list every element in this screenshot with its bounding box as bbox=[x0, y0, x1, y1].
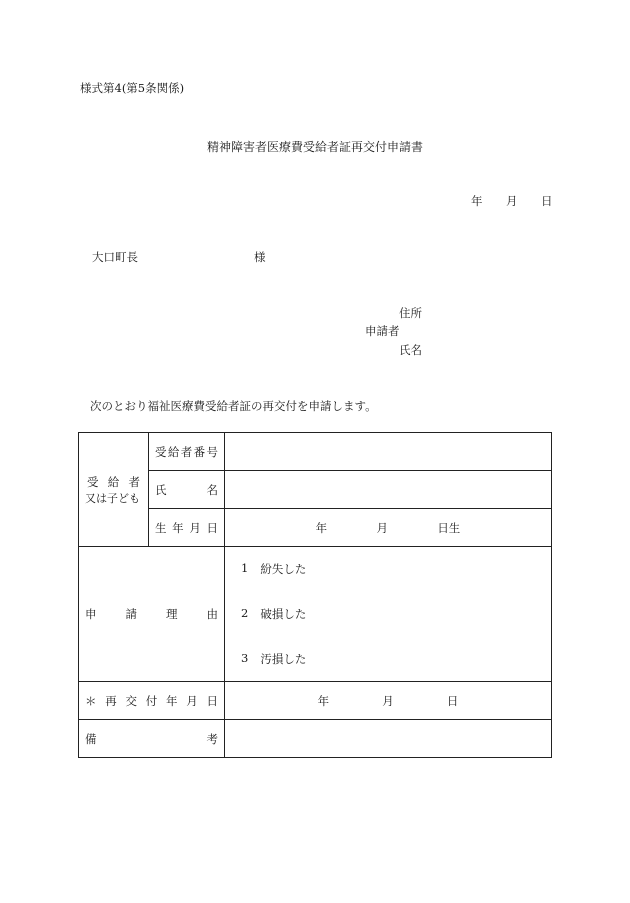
recipient-honorific: 様 bbox=[254, 250, 266, 264]
recipient-name-field[interactable] bbox=[225, 471, 552, 509]
recipient-group-label-2: 又は子ども bbox=[85, 491, 140, 505]
remarks-label: 備 考 bbox=[85, 731, 218, 746]
recipient-group-label: 受 給 者 bbox=[87, 474, 140, 489]
reissue-date-label-cell bbox=[79, 682, 225, 720]
table-row bbox=[79, 509, 552, 547]
remarks-label-cell bbox=[79, 720, 225, 758]
reason-options-cell bbox=[225, 547, 552, 682]
reissue-date-label: ＊ 再 交 付 年 月 日 bbox=[85, 693, 218, 708]
recipient-number-label-cell bbox=[149, 433, 225, 471]
reason-option-soiled[interactable]: 3 汚損した bbox=[241, 650, 307, 666]
recipient-number-label: 受 給 者 番 号 bbox=[155, 444, 218, 459]
document-title: 精神障害者医療費受給者証再交付申請書 bbox=[206, 140, 423, 154]
birth-date-label-cell bbox=[149, 509, 225, 547]
birth-month-label: 月 bbox=[376, 520, 388, 535]
remarks-field[interactable] bbox=[225, 720, 552, 758]
name-label: 氏名 bbox=[399, 343, 422, 357]
birth-date-label: 生 年 月 日 bbox=[155, 520, 218, 535]
date-year-label: 年 bbox=[471, 194, 483, 208]
table-row bbox=[79, 547, 552, 682]
birth-year-label: 年 bbox=[315, 520, 328, 535]
recipient-number-field[interactable] bbox=[225, 433, 552, 471]
reissue-month-label: 月 bbox=[382, 693, 394, 708]
application-form-table bbox=[78, 432, 552, 758]
reason-option-damaged[interactable]: 2 破損した bbox=[241, 605, 307, 621]
table-row bbox=[79, 433, 552, 471]
reason-label: 申 請 理 由 bbox=[85, 607, 218, 621]
recipient-name: 大口町長 bbox=[92, 250, 138, 264]
form-number: 様式第4(第5条関係) bbox=[80, 81, 185, 95]
address-label: 住所 bbox=[399, 306, 422, 320]
name-row-label: 氏 名 bbox=[155, 482, 218, 497]
birth-day-label: 日生 bbox=[437, 520, 461, 535]
table-row bbox=[79, 720, 552, 758]
name-row-label-cell bbox=[149, 471, 225, 509]
applicant-label: 申請者 bbox=[365, 324, 400, 338]
reissue-date-field[interactable] bbox=[225, 682, 552, 720]
reason-option-lost[interactable]: 1 紛失した bbox=[241, 561, 307, 577]
reissue-day-label: 日 bbox=[446, 693, 459, 708]
date-month-label: 月 bbox=[506, 194, 518, 208]
reissue-year-label: 年 bbox=[317, 693, 330, 708]
recipient-group-cell bbox=[79, 433, 149, 547]
reason-label-cell bbox=[79, 547, 225, 682]
table-row bbox=[79, 682, 552, 720]
date-day-label: 日 bbox=[541, 194, 553, 208]
birth-date-field[interactable] bbox=[225, 509, 552, 547]
application-statement: 次のとおり福祉医療費受給者証の再交付を申請します。 bbox=[90, 399, 377, 413]
table-row bbox=[79, 471, 552, 509]
